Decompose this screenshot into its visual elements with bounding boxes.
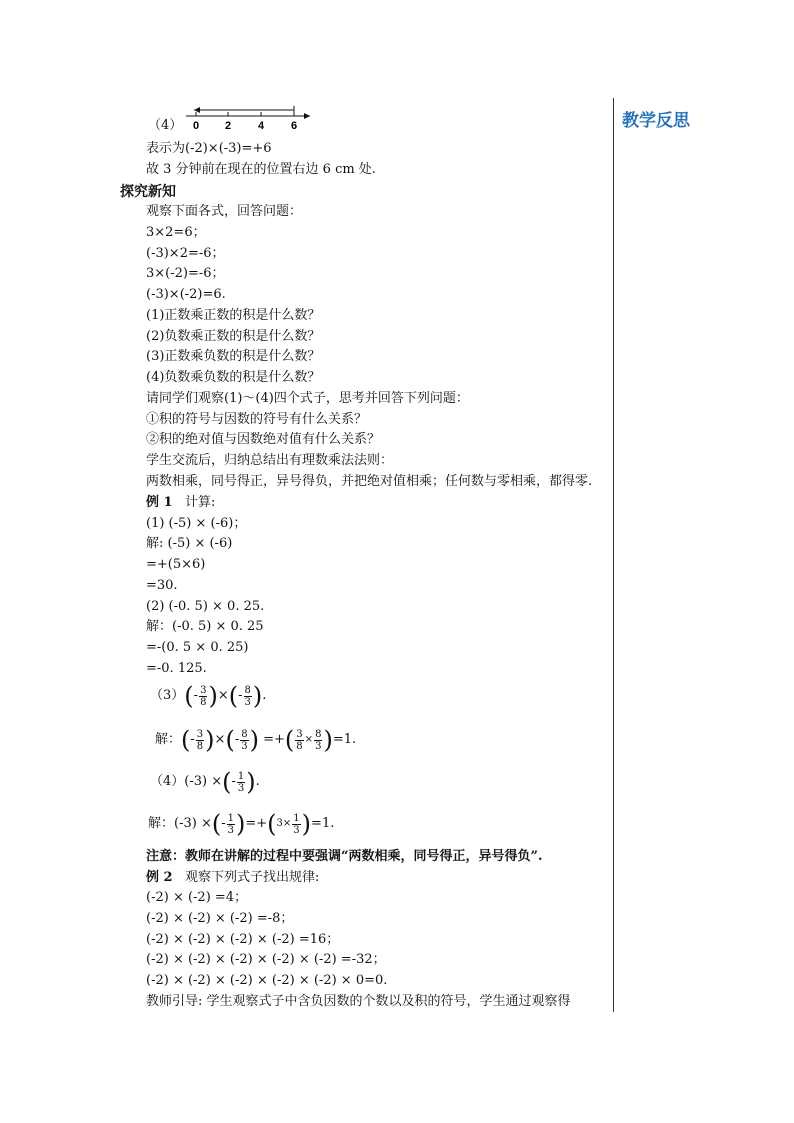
text-line: ②积的绝对值与因数绝对值有什么关系？	[146, 432, 381, 447]
example-title: 观察下列式子找出规律:	[184, 870, 320, 885]
example-line: (1) (-5) × (-6)；	[146, 516, 247, 531]
section-heading: 探究新知	[120, 184, 176, 200]
multiplication-rule: 两数相乘，同号得正，异号得负，并把绝对值相乘；任何数与零相乘，都得零.	[146, 474, 593, 489]
fraction	[244, 685, 252, 708]
minus-sign: -	[193, 688, 199, 703]
times-sign: ×	[304, 734, 314, 745]
text-line: 学生交流后，归纳总结出有理数乘法法则：	[146, 453, 394, 468]
minus-sign: -	[234, 732, 240, 747]
fraction	[196, 729, 204, 752]
fraction	[240, 729, 248, 752]
number-line-diagram	[184, 104, 364, 134]
numerator: 3	[200, 684, 207, 696]
left-paren: (	[181, 726, 191, 754]
pattern-line: (-2) × (-2) × (-2) =-8；	[146, 911, 294, 926]
denominator: 8	[200, 696, 207, 708]
right-paren: )	[208, 682, 218, 710]
arrow-head	[194, 107, 200, 113]
fraction	[227, 813, 235, 836]
pattern-line: (-2) × (-2) × (-2) × (-2) × (-2) =-32；	[146, 952, 386, 967]
tick-label-4: 4	[258, 120, 265, 132]
text-line: 请同学们观察(1)～(4)四个式子，思考并回答下列问题：	[146, 391, 469, 406]
example-line: =-(0. 5 × 0. 25)	[146, 640, 249, 655]
denominator: 8	[296, 740, 303, 752]
text-line: 故 3 分钟前在现在的位置右边 6 cm 处.	[146, 162, 376, 177]
minus-sign: -	[231, 774, 236, 789]
number-line-label: （4）	[148, 118, 183, 133]
left-paren: (	[211, 810, 222, 838]
text-line: 表示为(-2)×(-3)=+6	[146, 141, 272, 156]
equation: (-3)×2=-6；	[146, 246, 225, 261]
result: =1.	[332, 732, 357, 747]
margin-divider	[613, 98, 614, 1012]
right-paren: )	[236, 810, 246, 838]
denominator: 8	[196, 740, 204, 752]
numerator: 1	[237, 770, 245, 782]
fraction	[292, 813, 300, 836]
observe-intro: 观察下面各式，回答问题：	[146, 204, 303, 219]
example-line: (2) (-0. 5) × 0. 25.	[146, 599, 265, 614]
question: (1)正数乘正数的积是什么数？	[146, 308, 321, 323]
fraction	[199, 685, 207, 708]
example-2-header	[146, 870, 319, 886]
numerator: 8	[315, 728, 322, 740]
equals-plus: =+	[245, 816, 268, 831]
left-paren: (	[267, 810, 277, 838]
question: (4)负数乘负数的积是什么数？	[146, 370, 321, 385]
example-1-part-4	[150, 770, 260, 794]
right-paren: )	[246, 768, 256, 796]
teacher-note: 注意：教师在讲解的过程中要强调“两数相乘，同号得正，异号得负”.	[146, 849, 543, 864]
fraction	[237, 771, 245, 794]
example-1-solution-3	[155, 728, 356, 752]
example-line: =+(5×6)	[146, 557, 206, 572]
question: (3)正数乘负数的积是什么数？	[146, 349, 321, 364]
numerator: 1	[227, 812, 234, 824]
denominator: 3	[293, 824, 300, 836]
denominator: 3	[315, 740, 322, 752]
times-sign: ×	[217, 688, 229, 703]
example-line: 解：(-0. 5) × 0. 25	[146, 619, 264, 634]
fraction	[314, 729, 322, 752]
numerator: 8	[244, 684, 251, 696]
example-label: 例 1	[146, 495, 173, 510]
pattern-line: (-2) × (-2) × (-2) × (-2) × (-2) × 0=0.	[146, 973, 388, 988]
example-1-solution-4	[148, 812, 334, 836]
part-label: （4）(-3) ×	[150, 774, 223, 789]
example-line: 解: (-5) × (-6)	[146, 536, 233, 551]
example-label: 例 2	[146, 870, 173, 885]
question: (2)负数乘正数的积是什么数？	[146, 329, 321, 344]
numerator: 3	[196, 728, 204, 740]
left-paren: (	[222, 768, 232, 796]
right-paren: )	[205, 726, 215, 754]
denominator: 3	[237, 782, 245, 794]
text-line: ①积的符号与因数的符号有什么关系？	[146, 412, 368, 427]
tick-label-6: 6	[291, 120, 298, 132]
right-paren: )	[249, 726, 259, 754]
left-paren: (	[284, 726, 295, 754]
example-title: 计算:	[184, 495, 216, 510]
factor: 3×	[276, 818, 292, 829]
solution-label: 解：	[155, 732, 182, 747]
axis-arrow	[304, 113, 310, 119]
equals-plus: =+	[263, 732, 285, 747]
teacher-guide: 教师引导: 学生观察式子中含负因数的个数以及积的符号，学生通过观察得	[146, 994, 571, 1009]
example-1-header	[146, 495, 215, 511]
part-label: （3）	[150, 688, 185, 703]
denominator: 3	[244, 696, 251, 708]
tick-label-2: 2	[225, 120, 232, 132]
equation: (-3)×(-2)=6.	[146, 287, 226, 302]
numerator: 8	[241, 728, 248, 740]
period: .	[255, 774, 260, 789]
pattern-line: (-2) × (-2) × (-2) × (-2) =16；	[146, 932, 340, 947]
denominator: 3	[241, 740, 248, 752]
example-1-part-3	[150, 684, 266, 708]
result: =1.	[311, 816, 335, 831]
numerator: 1	[293, 812, 300, 824]
minus-sign: -	[221, 816, 226, 831]
right-paren: )	[323, 726, 333, 754]
reflection-title: 教学反思	[622, 111, 690, 131]
equation: 3×2=6；	[146, 225, 206, 240]
pattern-line: (-2) × (-2) =4；	[146, 890, 248, 905]
denominator: 3	[227, 824, 234, 836]
minus-sign: -	[238, 688, 243, 703]
fraction	[295, 729, 303, 752]
numerator: 3	[296, 728, 303, 740]
example-line: =-0. 125.	[146, 661, 207, 676]
example-line: =30.	[146, 578, 178, 593]
left-paren: (	[228, 682, 239, 710]
left-paren: (	[184, 682, 194, 710]
right-paren: )	[252, 682, 263, 710]
left-paren: (	[225, 726, 235, 754]
tick-label-0: 0	[193, 120, 200, 132]
equation: 3×(-2)=-6；	[146, 266, 225, 281]
minus-sign: -	[190, 732, 195, 747]
times-sign: ×	[214, 732, 226, 747]
solution-label: 解：(-3) ×	[148, 816, 212, 831]
right-paren: )	[301, 810, 312, 838]
period: .	[262, 688, 267, 703]
